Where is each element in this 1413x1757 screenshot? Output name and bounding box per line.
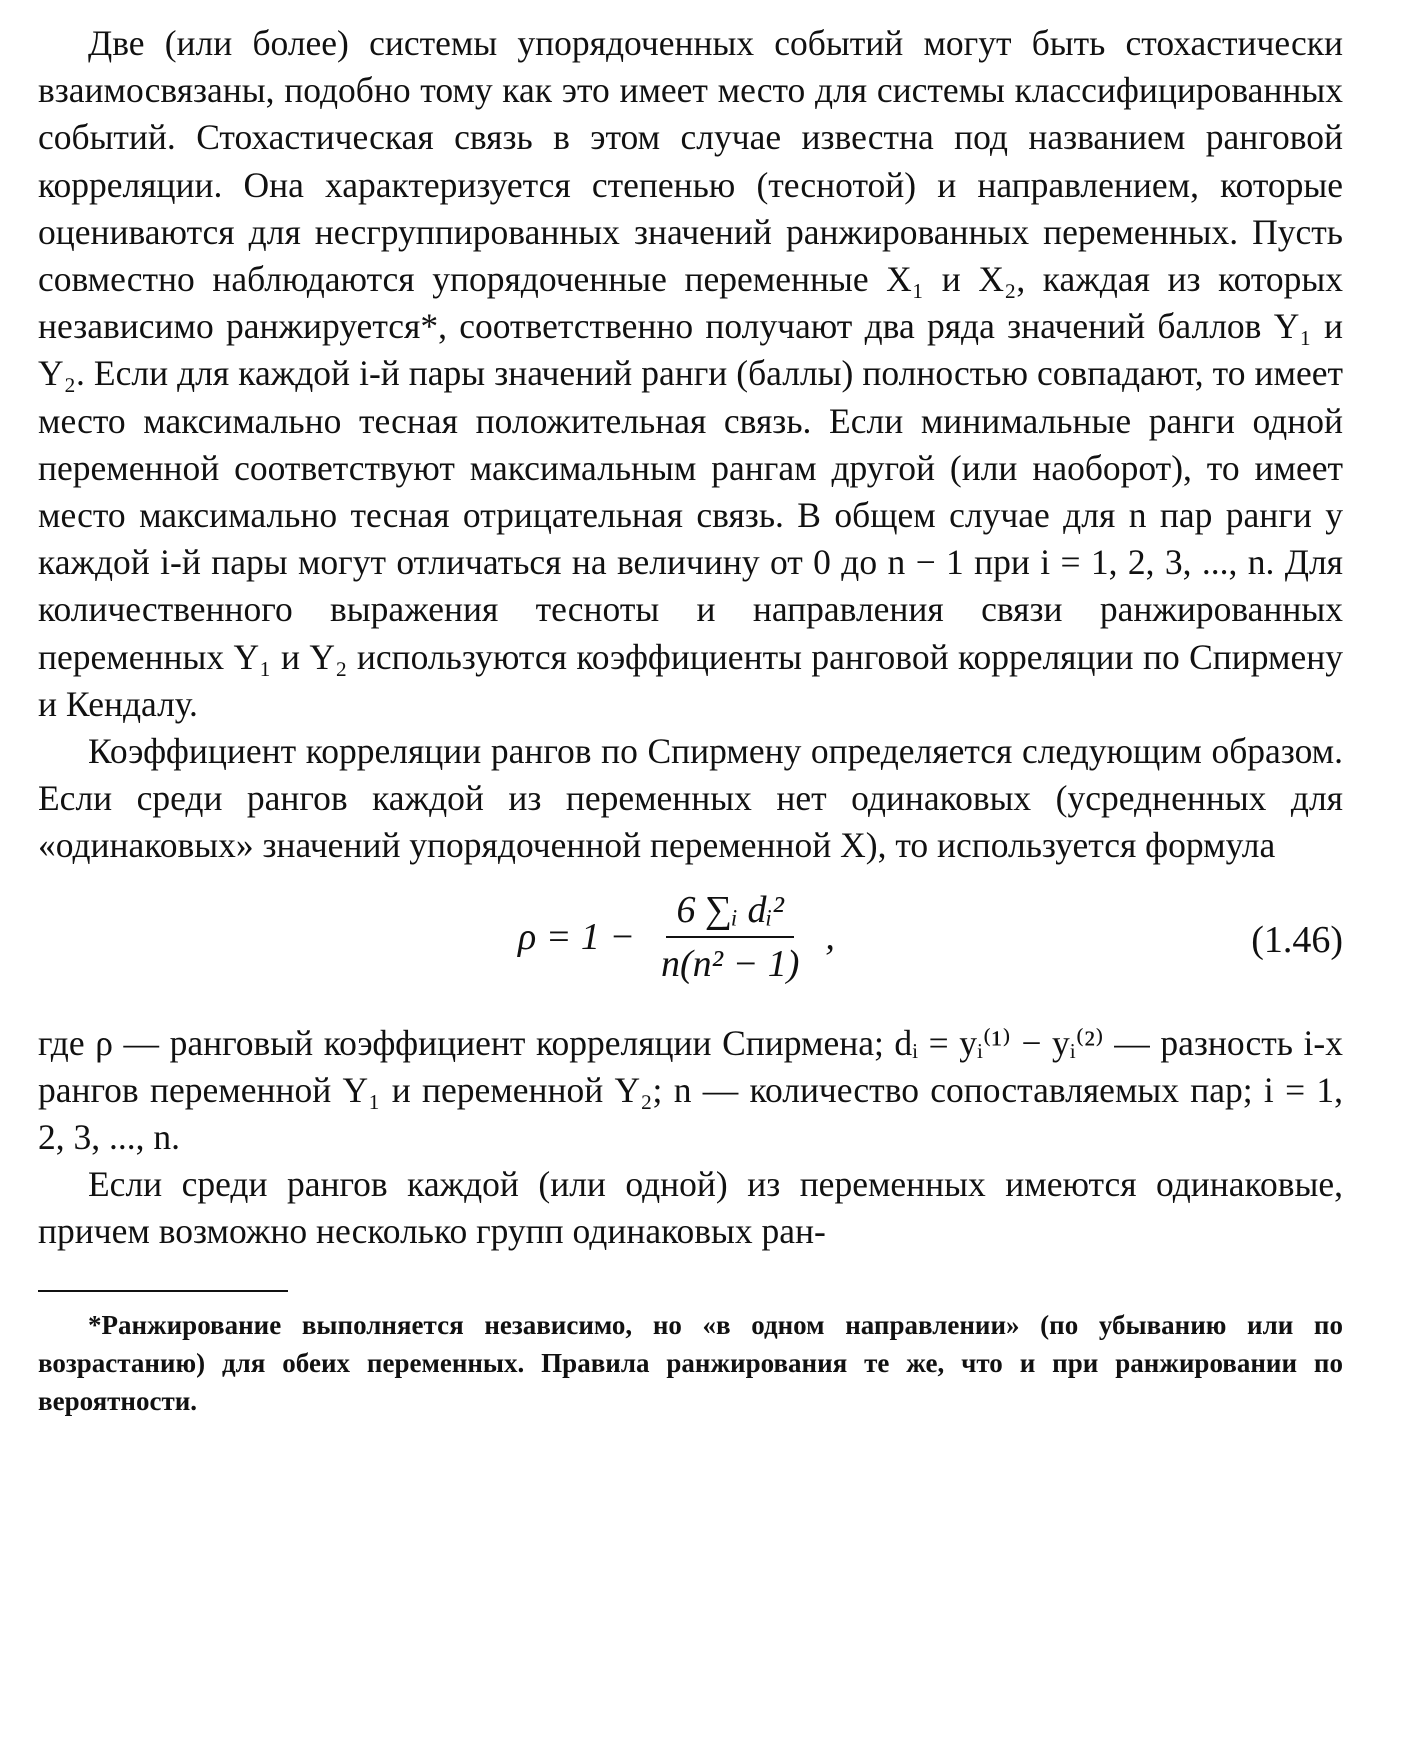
formula-denominator: n(n² − 1) xyxy=(661,942,800,985)
paragraph-tied-ranks: Если среди рангов каждой (или одной) из переменных имеются одинаковые, причем возможно несколько групп одинаковых ран- xyxy=(38,1164,1343,1252)
paragraph-spearman-definition: Коэффициент корреляции рангов по Спирмену определяется следующим образом. Если среди рангов каждой из переменных нет одинаковых (усредненных для «одинаковых» значений упорядоченной переменной X), то используется формула xyxy=(38,731,1343,866)
formula-fraction xyxy=(651,888,809,986)
formula-trailing-comma: , xyxy=(825,915,835,958)
paragraph-formula-explanation: где ρ — ранговый коэффициент корреляции Спирмена; dᵢ = yᵢ⁽¹⁾ − yᵢ⁽²⁾ — разность i-х рангов переменной Y₁ и переменной Y₂; n — количество сопоставляемых пар; i = 1, 2, 3, ..., n. xyxy=(38,1022,1343,1158)
footnote-divider xyxy=(38,1290,288,1292)
paragraph-rank-correlation-intro: Две (или более) системы упорядоченных событий могут быть стохастически взаимосвязаны, подобно тому как это имеет место для системы классифицированных событий. Стохастическая связь в этом случае известна под названием ранговой корреляции. Она характеризуется степенью (теснотой) и направлением, которые оцениваются для несгруппированных значений ранжированных переменных. Пусть совместно наблюдаются упорядоченные переменные X₁ и X₂, каждая из которых независимо ранжируется*, соответственно получают два ряда значений баллов Y₁ и Y₂. Если для каждой i-й пары значений ранги (баллы) полностью совпадают, то имеет место максимально тесная положительная связь. Если минимальные ранги одной переменной соответствуют максимальным рангам другой (или наоборот), то имеет место максимально тесная отрицательная связь. В общем случае для n пар ранги у каждой i-й пары могут отличаться на величину от 0 до n − 1 при i = 1, 2, 3, ..., n. Для количественного выражения тесноты и направления связи ранжированных переменных Y₁ и Y₂ используются коэффициенты ранговой корреляции по Спирмену и Кендалу. xyxy=(38,23,1343,724)
formula-numerator: 6 ∑ᵢ dᵢ² xyxy=(666,888,794,938)
page-content xyxy=(38,20,1343,1420)
equation-1-46 xyxy=(38,878,1343,1008)
formula-lhs: ρ = 1 − xyxy=(518,915,636,958)
spearman-formula xyxy=(518,888,835,986)
footnote-ranking: *Ранжирование выполняется независимо, но «в одном направлении» (по убыванию или по возрастанию) для обеих переменных. Правила ранжирования те же, что и при ранжировании по вероятности. xyxy=(38,1309,1343,1416)
equation-number: (1.46) xyxy=(1251,918,1343,961)
